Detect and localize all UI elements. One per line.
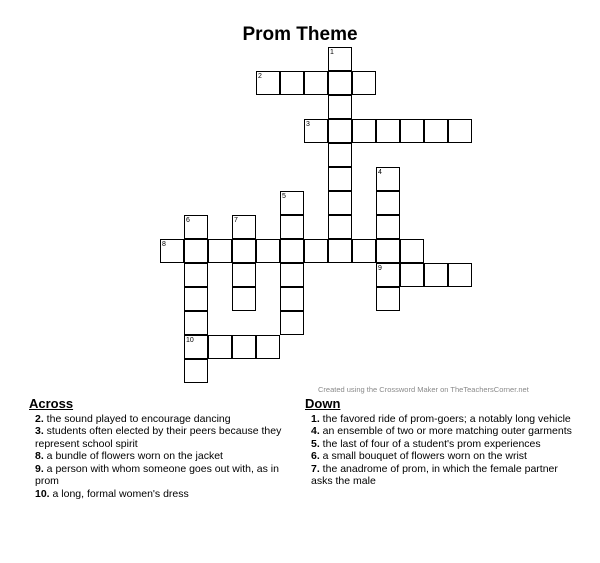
grid-cell[interactable]	[280, 239, 304, 263]
grid-cell[interactable]	[184, 311, 208, 335]
credit-line: Created using the Crossword Maker on TheTeachersCorner.net	[318, 385, 529, 394]
clue-down-1: 1. the favored ride of prom-goers; a notably long vehicle	[311, 412, 571, 425]
grid-cell[interactable]	[376, 167, 400, 191]
grid-cell[interactable]	[400, 239, 424, 263]
clue-across-2: 2. the sound played to encourage dancing	[35, 412, 231, 425]
grid-cell[interactable]	[280, 215, 304, 239]
grid-cell[interactable]	[208, 335, 232, 359]
clue-number-3: 3	[306, 121, 310, 128]
grid-cell[interactable]	[376, 263, 400, 287]
grid-cell[interactable]	[232, 287, 256, 311]
grid-cell[interactable]	[448, 263, 472, 287]
grid-cell[interactable]	[232, 239, 256, 263]
clue-number-4: 4	[378, 169, 382, 176]
grid-cell[interactable]	[352, 71, 376, 95]
grid-cell[interactable]	[424, 119, 448, 143]
grid-cell[interactable]	[328, 143, 352, 167]
grid-cell[interactable]	[184, 215, 208, 239]
grid-cell[interactable]	[376, 119, 400, 143]
grid-cell[interactable]	[376, 239, 400, 263]
down-heading: Down	[305, 396, 341, 411]
grid-cell[interactable]	[280, 191, 304, 215]
puzzle-title: Prom Theme	[242, 24, 358, 45]
grid-cell[interactable]	[304, 71, 328, 95]
clue-number-1: 1	[330, 49, 334, 56]
grid-cell[interactable]	[184, 359, 208, 383]
clue-number-10: 10	[186, 337, 194, 344]
grid-cell[interactable]	[304, 119, 328, 143]
grid-cell[interactable]	[160, 239, 184, 263]
clue-number-7: 7	[234, 217, 238, 224]
grid-cell[interactable]	[184, 287, 208, 311]
grid-cell[interactable]	[232, 215, 256, 239]
clue-number-2: 2	[258, 73, 262, 80]
down-clue-list	[305, 413, 575, 488]
grid-cell[interactable]	[352, 119, 376, 143]
grid-cell[interactable]	[232, 335, 256, 359]
grid-cell[interactable]	[184, 335, 208, 359]
grid-cell[interactable]	[232, 263, 256, 287]
grid-cell[interactable]	[280, 263, 304, 287]
grid-cell[interactable]	[400, 119, 424, 143]
grid-cell[interactable]	[448, 119, 472, 143]
across-heading: Across	[29, 396, 74, 411]
grid-cell[interactable]	[400, 263, 424, 287]
clue-across-3: 3. students often elected by their peers because they represent school spirit	[35, 425, 282, 450]
grid-cell[interactable]	[376, 287, 400, 311]
grid-cell[interactable]	[328, 167, 352, 191]
clue-down-6: 6. a small bouquet of flowers worn on the wrist	[311, 450, 527, 462]
across-clue-list	[29, 413, 299, 501]
clue-down-4: 4. an ensemble of two or more matching outer garments	[311, 425, 572, 437]
grid-cell[interactable]	[304, 239, 328, 263]
grid-cell[interactable]	[376, 215, 400, 239]
grid-cell[interactable]	[328, 119, 352, 143]
grid-cell[interactable]	[280, 311, 304, 335]
grid-cell[interactable]	[352, 239, 376, 263]
clue-number-8: 8	[162, 241, 166, 248]
grid-cell[interactable]	[280, 71, 304, 95]
clue-down-7: 7. the anadrome of prom, in which the female partner asks the male	[311, 462, 558, 487]
clue-down-5: 5. the last of four of a student's prom experiences	[311, 437, 541, 450]
grid-cell[interactable]	[184, 239, 208, 263]
grid-cell[interactable]	[328, 47, 352, 71]
grid-cell[interactable]	[328, 191, 352, 215]
grid-cell[interactable]	[328, 215, 352, 239]
across-clues	[29, 398, 299, 500]
clue-across-10: 10. a long, formal women's dress	[35, 487, 189, 500]
clue-number-5: 5	[282, 193, 286, 200]
grid-cell[interactable]	[424, 263, 448, 287]
grid-cell[interactable]	[208, 239, 232, 263]
clue-number-6: 6	[186, 217, 190, 224]
clue-across-9: 9. a person with whom someone goes out with, as in prom	[35, 462, 279, 487]
grid-cell[interactable]	[256, 335, 280, 359]
grid-cell[interactable]	[256, 239, 280, 263]
grid-cell[interactable]	[328, 95, 352, 119]
clue-number-9: 9	[378, 265, 382, 272]
grid-cell[interactable]	[280, 287, 304, 311]
down-clues	[305, 398, 575, 488]
grid-cell[interactable]	[328, 239, 352, 263]
grid-cell[interactable]	[184, 263, 208, 287]
grid-cell[interactable]	[376, 191, 400, 215]
grid-cell[interactable]	[256, 71, 280, 95]
grid-cell[interactable]	[328, 71, 352, 95]
clue-across-8: 8. a bundle of flowers worn on the jacket	[35, 450, 223, 462]
